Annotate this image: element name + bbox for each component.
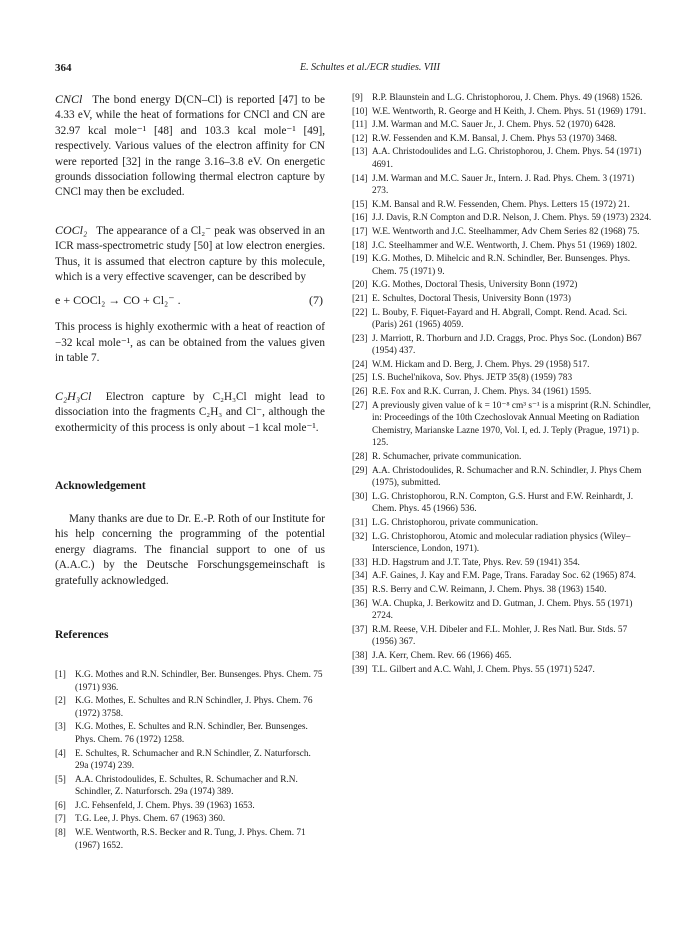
reference-item (55, 721, 325, 746)
reference-item (352, 650, 652, 663)
reference-number: [29] (352, 465, 368, 476)
paragraph-cncl (55, 92, 325, 201)
reference-item (55, 813, 325, 826)
reference-item (352, 598, 652, 623)
reference-number: [9] (352, 93, 363, 103)
reference-number: [20] (352, 280, 368, 291)
reference-item (352, 359, 652, 372)
reference-item (352, 92, 652, 105)
reference-item (352, 584, 652, 597)
reference-number: [19] (352, 254, 368, 265)
reference-text: T.L. Gilbert and A.C. Wahl, J. Chem. Phys. 55 (1971) 5247. (372, 664, 595, 675)
reference-item (352, 119, 652, 132)
page-number: 364 (55, 62, 72, 74)
reference-text: A.A. Christodoulides and L.G. Christophorou, J. Chem. Phys. 54 (1971) 4691. (372, 147, 642, 170)
paragraph-cncl-text: The bond energy D(CN–Cl) is reported [47] to be 4.33 eV, while the heat of formations for CNCl and CN are 32.97 kcal mole⁻¹ [48] and 103.3 kcal mole⁻¹ [49], respectively. Various values of the electron affinity for CN were reported [32] in the range 3.16–3.8 eV. On energetic grounds dissociation following thermal electron capture by CNCl may then be excluded. (55, 94, 325, 199)
reference-number: [23] (352, 333, 368, 344)
reference-text: L. Bouby, F. Fiquet-Fayard and H. Abgrall, Compt. Rend. Acad. Sci. (Paris) 261 (1965) 4059. (372, 307, 628, 331)
reference-number: [21] (352, 293, 368, 304)
reference-text: W.E. Wentworth, R. George and H Keith, J. Chem. Phys. 51 (1969) 1791. (372, 106, 647, 117)
reference-text: R.M. Reese, V.H. Dibeler and F.L. Mohler, J. Res Natl. Bur. Stds. 57 (1956) 367. (372, 624, 628, 648)
reference-text: J. Marriott, R. Thorburn and J.D. Craggs, Proc. Phys Soc. (London) B67 (1954) 437. (372, 333, 642, 357)
paragraph-exothermic: This process is highly exothermic with a heat of reaction of −32 kcal mole⁻¹, as can be obtained from the values given in table 7. (55, 321, 325, 365)
reference-list-right (352, 92, 652, 676)
reference-number: [10] (352, 106, 368, 117)
reference-text: K.G. Mothes, D. Mihelcic and R.N. Schindler, Ber. Bunsenges. Phys. Chem. 75 (1971) 9. (372, 254, 631, 277)
running-title: E. Schultes et al./ECR studies. VIII (300, 62, 440, 73)
reference-text: E. Schultes, R. Schumacher and R.N Schindler, Z. Naturforsch. 29a (1974) 239. (75, 748, 311, 772)
reference-text: J.M. Warman and M.C. Sauer Jr., J. Chem. Phys. 52 (1970) 6428. (372, 120, 616, 131)
reference-item (352, 570, 652, 583)
reference-text: J.C. Fehsenfeld, J. Chem. Phys. 39 (1963) 1653. (75, 800, 255, 811)
reference-number: [31] (352, 518, 368, 528)
reference-number: [33] (352, 557, 368, 568)
reference-text: H.D. Hagstrum and J.T. Tate, Phys. Rev. 59 (1941) 354. (372, 557, 580, 568)
reference-text: W.E. Wentworth and J.C. Steelhammer, Adv Chem Series 82 (1968) 75. (372, 226, 640, 237)
reference-text: K.G. Mothes, E. Schultes and R.N. Schindler, Ber. Bunsenges. Phys. Chem. 76 (1972) 1258. (75, 722, 308, 745)
reference-number: [38] (352, 650, 368, 661)
reference-text: R. Schumacher, private communication. (372, 452, 522, 463)
reference-text: J.A. Kerr, Chem. Rev. 66 (1966) 465. (372, 650, 512, 661)
reference-text: A.A. Christodoulides, R. Schumacher and R.N. Schindler, J. Phys Chem (1975), submitted. (372, 465, 642, 489)
paragraph-c2h3cl-text: Electron capture by C₂H₃Cl might lead to dissociation into the fragments C₂H₃ and Cl⁻, although the exothermicity of this process is only about −1 kcal mole⁻¹. (55, 390, 325, 434)
paragraph-c2h3cl (55, 389, 325, 436)
reference-number: [15] (352, 199, 368, 210)
reference-number: [5] (55, 774, 66, 785)
reference-number: [2] (55, 696, 66, 707)
reference-number: [25] (352, 373, 368, 384)
reference-number: [34] (352, 571, 368, 582)
reference-number: [7] (55, 814, 66, 825)
reference-number: [26] (352, 387, 368, 398)
reference-text: W.M. Hickam and D. Berg, J. Chem. Phys. 29 (1958) 517. (372, 359, 590, 370)
equation-text: e + COCl₂ → CO + Cl₂⁻ . (55, 293, 181, 308)
reference-text: T.G. Lee, J. Phys. Chem. 67 (1963) 360. (75, 814, 226, 825)
reference-item (352, 664, 652, 677)
reference-number: [11] (352, 120, 368, 131)
reference-item (352, 226, 652, 239)
reference-number: [6] (55, 800, 66, 811)
reference-item (55, 827, 325, 852)
reference-number: [12] (352, 133, 368, 144)
reference-item (55, 695, 325, 720)
reference-text: K.G. Mothes, E. Schultes and R.N Schindler, J. Phys. Chem. 76 (1972) 3758. (75, 696, 313, 719)
reference-text: R.W. Fessenden and K.M. Bansal, J. Chem. Phys 53 (1970) 3468. (372, 133, 617, 144)
reference-text: J.J. Davis, R.N Compton and D.R. Nelson, J. Chem. Phys. 59 (1973) 2324. (372, 213, 652, 224)
page-header (55, 62, 640, 78)
paragraph-cocl2 (55, 223, 325, 286)
reference-item (352, 279, 652, 292)
reference-number: [24] (352, 359, 368, 370)
reference-item (352, 465, 652, 490)
reference-item (352, 372, 652, 385)
reference-item (352, 386, 652, 399)
reference-item (352, 240, 652, 253)
reference-text: R.E. Fox and R.K. Curran, J. Chem. Phys. 34 (1961) 1595. (372, 387, 592, 398)
reference-number: [37] (352, 624, 368, 635)
reference-number: [30] (352, 491, 368, 502)
reference-number: [27] (352, 400, 368, 411)
reference-number: [35] (352, 584, 368, 595)
reference-text: L.G. Christophorou, Atomic and molecular radiation physics (Wiley–Interscience, London, 1971). (372, 531, 631, 555)
reference-number: [36] (352, 598, 368, 609)
molecule-tag-cocl2: COCl₂ (55, 222, 88, 237)
reference-item (352, 307, 652, 332)
reference-item (352, 253, 652, 278)
molecule-tag-cncl: CNCl (55, 92, 83, 106)
reference-number: [18] (352, 240, 368, 251)
reference-item (55, 669, 325, 694)
reference-text: K.M. Bansal and R.W. Fessenden, Chem. Phys. Letters 15 (1972) 21. (372, 199, 630, 210)
reference-text: L.G. Christophorou, R.N. Compton, G.S. Hurst and F.W. Reinhardt, J. Chem. Phys. 45 (1966) 536. (372, 491, 634, 515)
reference-number: [28] (352, 452, 368, 463)
reference-item (352, 212, 652, 225)
reference-text: E. Schultes, Doctoral Thesis, University Bonn (1973) (372, 293, 571, 304)
reference-item (352, 173, 652, 198)
reference-text: A previously given value of k = 10⁻⁸ cm³ s⁻¹ is a misprint (R.N. Schindler, in: Proceedings of the 10th Czechoslovak Annual Meeting on Radiation Chemistry, Marianske Lazne 1970, Vol. I, ed. J. Teply (Prague, 1971) p. 125. (372, 400, 651, 449)
reference-list-left (55, 669, 325, 852)
reference-text: K.G. Mothes, Doctoral Thesis, University Bonn (1972) (372, 280, 578, 291)
reference-text: W.E. Wentworth, R.S. Becker and R. Tung, J. Phys. Chem. 71 (1967) 1652. (75, 828, 306, 851)
reference-text: A.A. Christodoulides, E. Schultes, R. Schumacher and R.N. Schindler, Z. Naturforsch. 29a (1974) 389. (75, 774, 298, 798)
reference-item (55, 748, 325, 773)
reference-item (352, 146, 652, 171)
equation-7 (55, 293, 325, 308)
reference-text: K.G. Mothes and R.N. Schindler, Ber. Bunsenges. Phys. Chem. 75 (1971) 936. (75, 669, 323, 693)
reference-item (55, 800, 325, 813)
reference-item (352, 293, 652, 306)
reference-number: [1] (55, 669, 66, 680)
reference-number: [4] (55, 748, 66, 759)
reference-text: J.M. Warman and M.C. Sauer Jr., Intern. J. Rad. Phys. Chem. 3 (1971) 273. (372, 173, 635, 197)
reference-number: [32] (352, 531, 368, 542)
reference-item (352, 624, 652, 649)
equation-number: (7) (309, 293, 323, 308)
reference-item (352, 451, 652, 464)
reference-item (352, 133, 652, 146)
paragraph-cocl2-text: The appearance of a Cl₂⁻ peak was observed in an ICR mass-spectrometric study [50] at low electron energies. Thus, it is assumed that electron capture by this molecule, which is a very effective scavenger, can be described by (55, 224, 325, 284)
reference-number: [39] (352, 664, 368, 675)
reference-item (352, 531, 652, 556)
reference-item (352, 199, 652, 212)
reference-text: W.A. Chupka, J. Berkowitz and D. Gutman, J. Chem. Phys. 55 (1971) 2724. (372, 598, 633, 622)
acknowledgement-text: Many thanks are due to Dr. E.-P. Roth of our Institute for his help concerning the programming of the potential energy diagrams. The financial support to one of us (A.A.C.) by the Deutsche Forschungsgemeinschaft is gratefully acknowledged. (55, 512, 325, 587)
reference-number: [8] (55, 828, 66, 839)
left-column (55, 92, 325, 853)
reference-number: [14] (352, 173, 368, 184)
reference-text: J.C. Steelhammer and W.E. Wentworth, J. Chem. Phys 51 (1969) 1802. (372, 240, 638, 251)
reference-text: A.F. Gaines, J. Kay and F.M. Page, Trans. Faraday Soc. 62 (1965) 874. (372, 571, 636, 582)
reference-item (352, 400, 652, 450)
reference-item (352, 333, 652, 358)
reference-number: [3] (55, 722, 66, 733)
reference-number: [22] (352, 307, 368, 318)
reference-item (352, 491, 652, 516)
molecule-tag-c2h3cl: C₂H₃Cl (55, 388, 92, 403)
references-heading: References (55, 628, 109, 641)
reference-item (352, 517, 652, 530)
reference-item (352, 557, 652, 570)
reference-number: [13] (352, 147, 368, 158)
reference-item (352, 106, 652, 119)
reference-text: R.S. Berry and C.W. Reimann, J. Chem. Phys. 38 (1963) 1540. (372, 584, 607, 595)
reference-number: [17] (352, 226, 368, 237)
reference-item (55, 774, 325, 799)
reference-text: I.S. Buchel'nikova, Sov. Phys. JETP 35(8) (1959) 783 (372, 373, 573, 384)
acknowledgement-heading: Acknowledgement (55, 479, 146, 492)
reference-number: [16] (352, 213, 368, 224)
reference-text: L.G. Christophorou, private communication. (372, 518, 539, 528)
right-column (352, 92, 652, 677)
reference-text: R.P. Blaunstein and L.G. Christophorou, J. Chem. Phys. 49 (1968) 1526. (372, 93, 643, 103)
